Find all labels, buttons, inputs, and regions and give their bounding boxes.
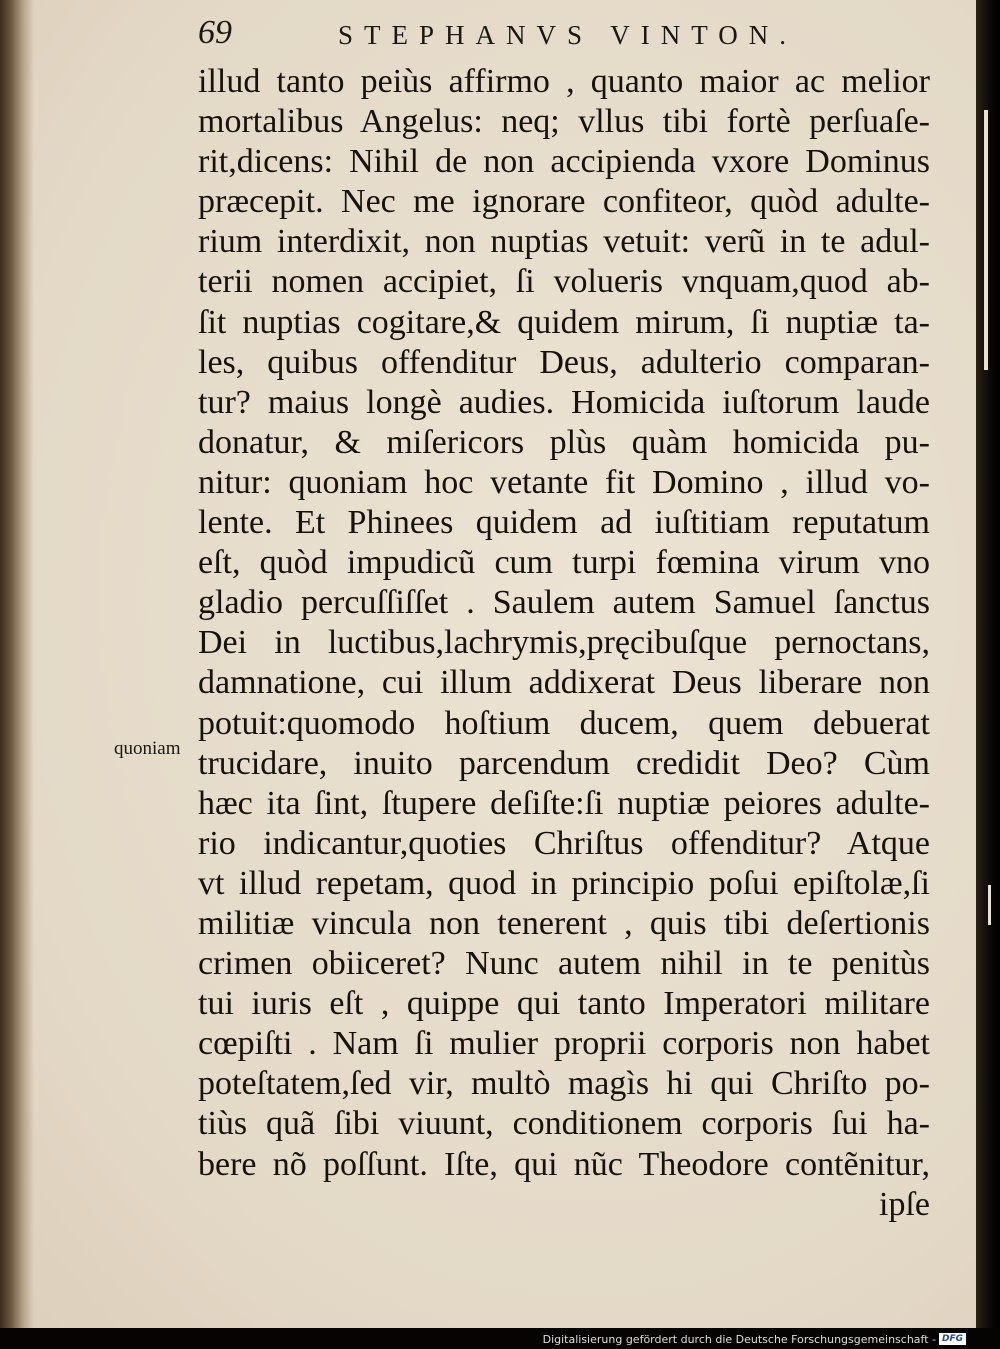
text-line: mortalibus Angelus: neq; vllus tibi fortè perſuaſe-: [198, 103, 930, 141]
text-line: nitur: quoniam hoc vetante fit Domino , illud vo-: [198, 463, 930, 501]
text-line: gladio percuſſiſſet . Saulem autem Samuel ſanctus: [198, 584, 930, 622]
text-line: lente. Et Phinees quidem ad iuſtitiam reputatum: [198, 504, 930, 542]
digitization-footer: [543, 1332, 966, 1346]
marginal-note: quoniam: [114, 738, 181, 759]
text-line: cœpiſti . Nam ſi mulier proprii corporis non habet: [198, 1025, 930, 1063]
text-line: ſit nuptias cogitare,& quidem mirum, ſi nuptiæ ta-: [198, 303, 930, 341]
text-line: tur? maius longè audies. Homicida iuſtorum laude: [198, 383, 930, 421]
text-line: militiæ vincula non tenerent , quis tibi deſertionis: [198, 904, 930, 942]
text-line: præcepit. Nec me ignorare confiteor, quòd adulte-: [198, 183, 930, 221]
page-number: 69: [198, 14, 232, 51]
text-line: Dei in luctibus,lachrymis,pręcibuſque pernoctans,: [198, 624, 930, 662]
text-line: vt illud repetam, quod in principio poſui epiſtolæ,ſi: [198, 864, 930, 902]
text-line: hæc ita ſint, ſtupere deſiſte:ſi nuptiæ peiores adulte-: [198, 784, 930, 822]
footer-credit: Digitalisierung gefördert durch die Deutsche Forschungsgemeinschaft -: [542, 1332, 936, 1346]
text-line: trucidare, inuito parcendum credidit Deo? Cùm: [198, 744, 930, 782]
text-line: damnatione, cui illum addixerat Deus liberare non: [198, 664, 930, 702]
text-line: rit,dicens: Nihil de non accipienda vxore Dominus: [198, 143, 930, 181]
text-line: donatur, & miſericors plùs quàm homicida pu-: [198, 423, 930, 461]
running-head: [198, 14, 988, 58]
text-line: ipſe: [879, 1185, 930, 1223]
text-line: les, quibus offenditur Deus, adulterio comparan-: [198, 343, 930, 381]
text-line: bere nõ poſſunt. Iſte, qui nũc Theodore contẽnitur,: [198, 1145, 930, 1183]
text-line: eſt, quòd impudicũ cum turpi fœmina virum vno: [198, 544, 930, 582]
text-line: potuit:quomodo hoſtium ducem, quem debuerat: [198, 704, 930, 742]
binding-gutter: [0, 0, 34, 1328]
text-line: terii nomen accipiet, ſi volueris vnquam,quod ab-: [198, 263, 930, 301]
text-line: rio indicantur,quoties Chriſtus offenditur? Atque: [198, 824, 930, 862]
text-line: poteſtatem,ſed vir, multò magìs hi qui Chriſto po-: [198, 1065, 930, 1103]
text-line: rium interdixit, non nuptias vetuit: verũ in te adul-: [198, 223, 930, 261]
dfg-logo: DFG: [939, 1333, 966, 1345]
text-line: tui iuris eſt , quippe qui tanto Imperatori militare: [198, 985, 930, 1023]
body-text: [198, 62, 930, 1225]
text-line: tiùs quã ſibi viuunt, conditionem corporis ſui ha-: [198, 1105, 930, 1143]
running-title: STEPHANVS VINTON.: [338, 20, 798, 50]
text-line: illud tanto peiùs affirmo , quanto maior ac melior: [198, 63, 930, 100]
text-line: crimen obiiceret? Nunc autem nihil in te penitùs: [198, 945, 930, 983]
facing-page-edge: [976, 0, 1000, 1328]
